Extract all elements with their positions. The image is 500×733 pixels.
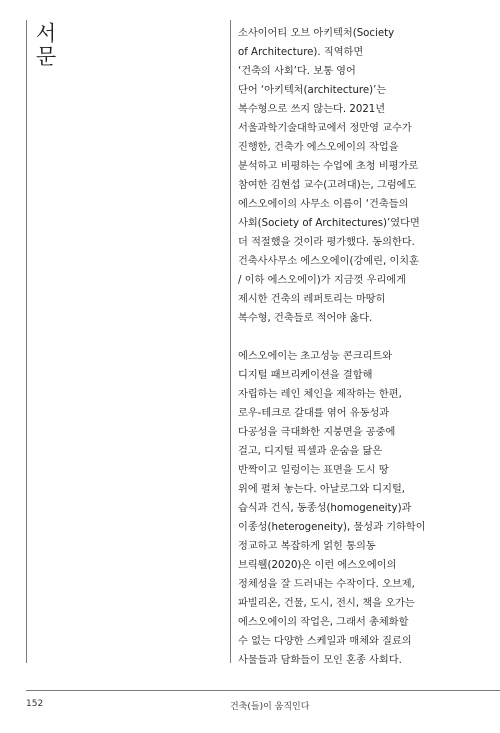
text-line: 로우-테크로 갈대를 엮어 유동성과 <box>238 408 390 419</box>
text-line: 반짝이고 일렁이는 표면을 도시 땅 <box>238 465 389 476</box>
text-line: 이종성(heterogeneity), 물성과 기하학이 <box>238 522 426 533</box>
text-line: 에스오에이는 초고성능 콘크리트와 <box>238 351 393 362</box>
text-line: 브릭웰(2020)은 이런 에스오에이의 <box>238 560 397 571</box>
text-line: 정교하고 복잡하게 얽힌 통의동 <box>238 541 376 552</box>
text-line: 복수형, 건축들로 적어야 옳다. <box>238 313 373 324</box>
text-line: 정체성을 잘 드러내는 수작이다. 오브제, <box>238 579 415 590</box>
body-text <box>238 24 483 670</box>
text-line: 복수형으로 쓰지 않는다. 2021년 <box>238 104 386 115</box>
column-divider-rule <box>230 20 231 663</box>
text-line: 더 적절했을 것이라 평가했다. 동의한다. <box>238 237 415 248</box>
left-margin-rule <box>26 20 27 663</box>
footer-rule <box>26 690 500 691</box>
text-line: ‘건축의 사회’다. 보통 영어 <box>238 66 356 77</box>
page-number: 152 <box>26 699 44 709</box>
text-line: 다공성을 극대화한 지붕면을 공중에 <box>238 427 396 438</box>
text-line: / 이하 에스오에이)가 지금껏 우리에게 <box>238 275 406 286</box>
text-line: 서울과학기술대학교에서 정만영 교수가 <box>238 123 412 134</box>
text-line: 사회(Society of Architectures)’였다면 <box>238 218 420 229</box>
text-line: 진행한, 건축가 에스오에이의 작업을 <box>238 142 399 153</box>
text-line: 건축사사무소 에스오에이(강예린, 이치훈 <box>238 256 419 267</box>
paragraph-gap <box>238 328 483 347</box>
text-line: 제시한 건축의 레퍼토리는 마땅히 <box>238 294 386 305</box>
text-line: 걸고, 디지털 픽셀과 운숨을 닮은 <box>238 446 383 457</box>
paragraph-1 <box>238 24 483 328</box>
text-line: 습식과 건식, 동종성(homogeneity)과 <box>238 503 412 514</box>
text-line: 사물들과 담화들이 모인 혼종 사회다. <box>238 655 402 666</box>
running-footer-title: 건축(들)이 움직인다 <box>230 702 310 712</box>
paragraph-2 <box>238 347 483 670</box>
text-line: 단어 ‘아키텍처(architecture)’는 <box>238 85 387 96</box>
text-line: 에스오에이의 작업은, 그래서 총체화할 <box>238 617 409 628</box>
text-line: 분석하고 비평하는 수업에 초청 비평가로 <box>238 161 419 172</box>
text-line: 디지털 패브리케이션을 결합해 <box>238 370 373 381</box>
text-line: 에스오에이의 사무소 이름이 ‘건축들의 <box>238 199 409 210</box>
text-line: 소사이어티 오브 아키텍처(Society <box>238 28 395 39</box>
text-line: 파빌리온, 건물, 도시, 전시, 책을 오가는 <box>238 598 415 609</box>
chapter-title: 서문 <box>33 22 57 68</box>
text-line: 위에 펼쳐 놓는다. 아날로그와 디지털, <box>238 484 406 495</box>
text-line: of Architecture). 직역하면 <box>238 47 364 58</box>
text-line: 참여한 김현섭 교수(고려대)는, 그럼에도 <box>238 180 417 191</box>
text-line: 자립하는 레인 체인을 제작하는 한편, <box>238 389 402 400</box>
text-line: 수 없는 다양한 스케일과 매체와 질료의 <box>238 636 412 647</box>
